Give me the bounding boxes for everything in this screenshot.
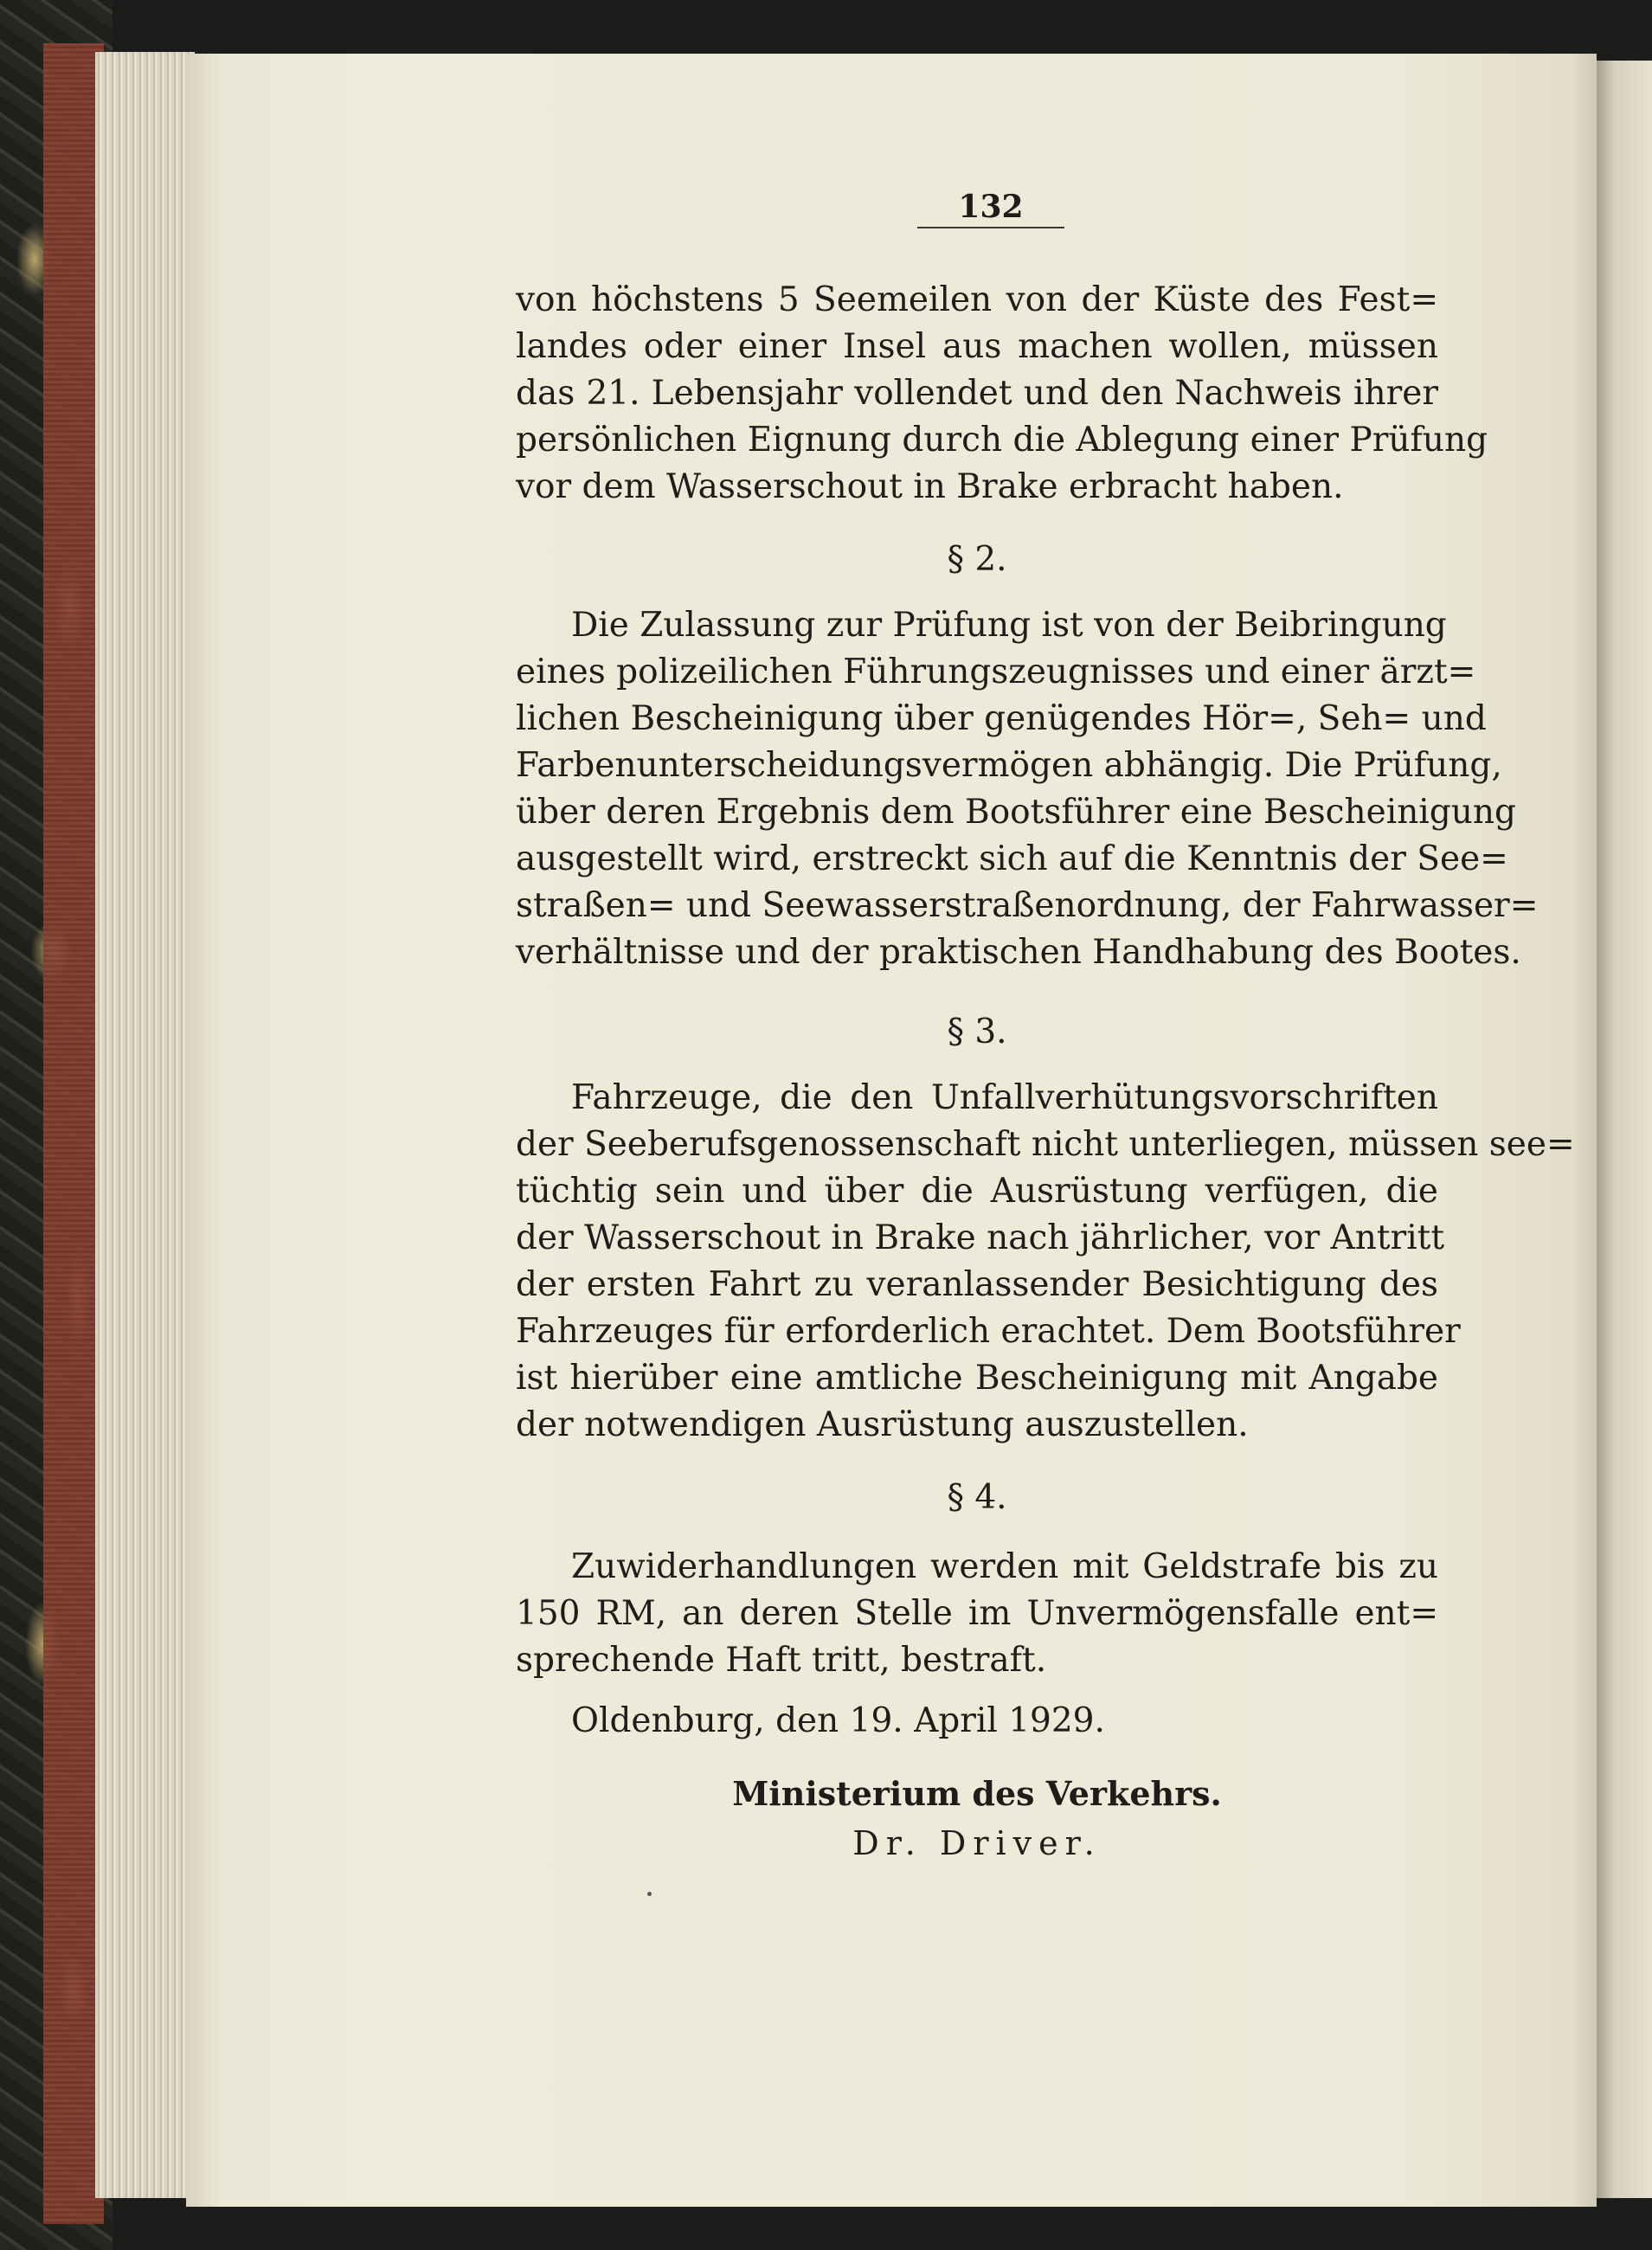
issuing-authority: Ministerium des Verkehrs. [732, 1774, 1222, 1813]
text-line: ist hierüber eine amtliche Bescheinigung mit Angabe [516, 1359, 1438, 1398]
text-line: vor dem Wasserschout in Brake erbracht haben. [516, 467, 1344, 506]
text-line: persönlichen Eignung durch die Ablegung einer Prüfung [516, 421, 1488, 460]
text-line: landes oder einer Insel aus machen wollen, müssen [516, 327, 1438, 366]
text-line: der ersten Fahrt zu veranlassender Besichtigung des [516, 1265, 1438, 1304]
facing-page-edge [1597, 61, 1652, 2198]
text-line: sprechende Haft tritt, bestraft. [516, 1641, 1047, 1680]
signatory: Dr. Driver. [852, 1824, 1102, 1862]
text-line: das 21. Lebensjahr vollendet und den Nachweis ihrer [516, 374, 1438, 413]
text-line: der notwendigen Ausrüstung auszustellen. [516, 1405, 1249, 1444]
text-line: Farbenunterscheidungsvermögen abhängig. Die Prüfung, [516, 746, 1502, 785]
section-heading: § 3. [947, 1012, 1007, 1051]
text-line: der Seeberufsgenossenschaft nicht unterliegen, müssen see= [516, 1125, 1575, 1164]
ink-speck [647, 1892, 652, 1896]
text-line: über deren Ergebnis dem Bootsführer eine Bescheinigung [516, 793, 1516, 832]
text-line: Fahrzeuge, die den Unfallverhütungsvorschriften [571, 1078, 1438, 1117]
text-line: ausgestellt wird, erstreckt sich auf die Kenntnis der See= [516, 839, 1508, 878]
text-line: eines polizeilichen Führungszeugnisses und einer ärzt= [516, 652, 1476, 691]
page-stack-edges [95, 52, 195, 2198]
section-heading: § 4. [947, 1478, 1007, 1517]
section-heading: § 2. [947, 540, 1007, 579]
text-line: lichen Bescheinigung über genügendes Hör=, Seh= und [516, 699, 1487, 738]
place-date: Oldenburg, den 19. April 1929. [571, 1701, 1105, 1740]
text-line: der Wasserschout in Brake nach jährlicher, vor Antritt [516, 1218, 1445, 1257]
text-line: 150 RM, an deren Stelle im Unvermögensfalle ent= [516, 1594, 1438, 1633]
page-number: 132 [958, 189, 1024, 225]
text-line: straßen= und Seewasserstraßenordnung, der Fahrwasser= [516, 886, 1539, 925]
text-line: verhältnisse und der praktischen Handhabung des Bootes. [516, 933, 1521, 972]
page-number-rule [917, 227, 1064, 228]
text-line: Fahrzeuges für erforderlich erachtet. Dem Bootsführer [516, 1312, 1461, 1351]
text-line: Die Zulassung zur Prüfung ist von der Beibringung [571, 606, 1447, 645]
text-line: Zuwiderhandlungen werden mit Geldstrafe bis zu [571, 1547, 1438, 1586]
text-line: von höchstens 5 Seemeilen von der Küste des Fest= [516, 280, 1438, 319]
text-line: tüchtig sein und über die Ausrüstung verfügen, die [516, 1172, 1438, 1211]
